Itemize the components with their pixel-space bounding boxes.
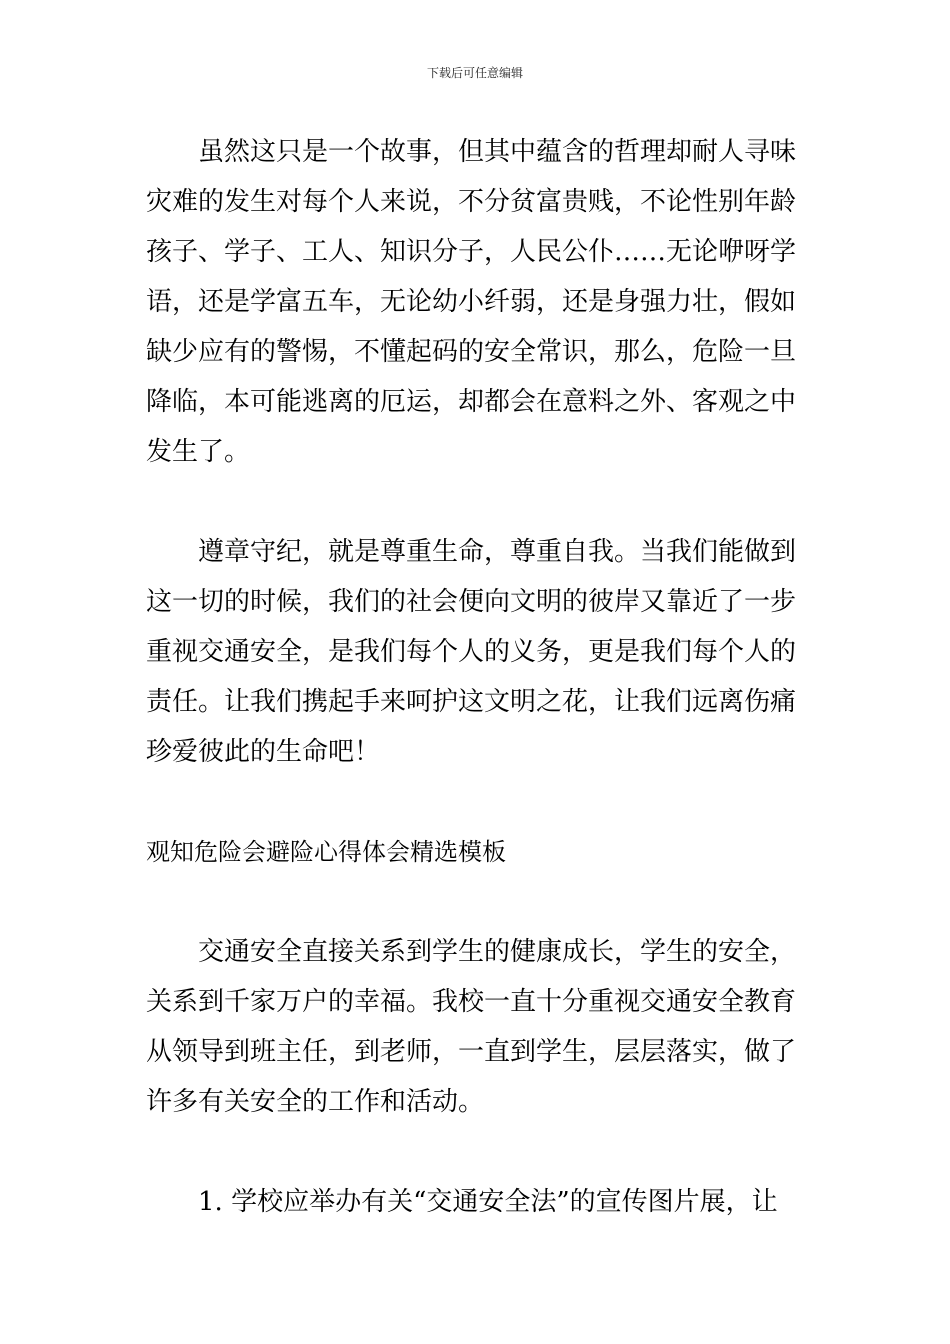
paragraph-2-line: 这一切的时候，我们的社会便向文明的彼岸又靠近了一步 [146, 587, 797, 617]
paragraph-1-line: 孩子、学子、工人、知识分子，人民公仆……无论咿呀学 [146, 237, 797, 267]
paragraph-spacer [146, 877, 816, 927]
page-header: 下载后可任意编辑 [426, 66, 523, 80]
paragraph-2-line: 责任。让我们携起手来呵护这文明之花，让我们远离伤痛 [146, 687, 797, 717]
paragraph-3 [146, 927, 816, 1127]
paragraph-1-line: 缺少应有的警惕，不懂起码的安全常识，那么，危险一旦 [146, 337, 797, 367]
paragraph-2-line: 遵章守纪，就是尊重生命，尊重自我。当我们能做到 [198, 537, 797, 567]
paragraph-3-line: 关系到千家万户的幸福。我校一直十分重视交通安全教育 [146, 987, 797, 1017]
paragraph-4-line: 1. 学校应举办有关“交通安全法”的宣传图片展，让 [198, 1187, 778, 1217]
paragraph-spacer [146, 777, 816, 827]
paragraph-spacer [146, 1127, 816, 1177]
paragraph-spacer [146, 477, 816, 527]
paragraph-2-line: 重视交通安全，是我们每个人的义务，更是我们每个人的 [146, 637, 797, 667]
paragraph-1-line: 灾难的发生对每个人来说，不分贫富贵贱，不论性别年龄 [146, 187, 797, 217]
paragraph-3-line: 从领导到班主任，到老师，一直到学生，层层落实，做了 [146, 1037, 797, 1067]
paragraph-1-line: 虽然这只是一个故事，但其中蕴含的哲理却耐人寻味 [198, 137, 797, 167]
paragraph-1-line: 发生了。 [146, 437, 251, 467]
paragraph-4 [146, 1177, 816, 1227]
section-heading: 观知危险会避险心得体会精选模板 [146, 838, 506, 866]
paragraph-1-line: 语，还是学富五车，无论幼小纤弱，还是身强力壮，假如 [146, 287, 797, 317]
paragraph-2 [146, 527, 816, 777]
paragraph-3-line: 许多有关安全的工作和活动。 [146, 1087, 485, 1117]
paragraph-1-line: 降临，本可能逃离的厄运，却都会在意料之外、客观之中 [146, 387, 797, 417]
paragraph-1 [146, 127, 816, 477]
paragraph-3-line: 交通安全直接关系到学生的健康成长，学生的安全， [198, 937, 797, 967]
paragraph-2-line: 珍爱彼此的生命吧！ [146, 737, 381, 767]
document-body [146, 127, 816, 1227]
